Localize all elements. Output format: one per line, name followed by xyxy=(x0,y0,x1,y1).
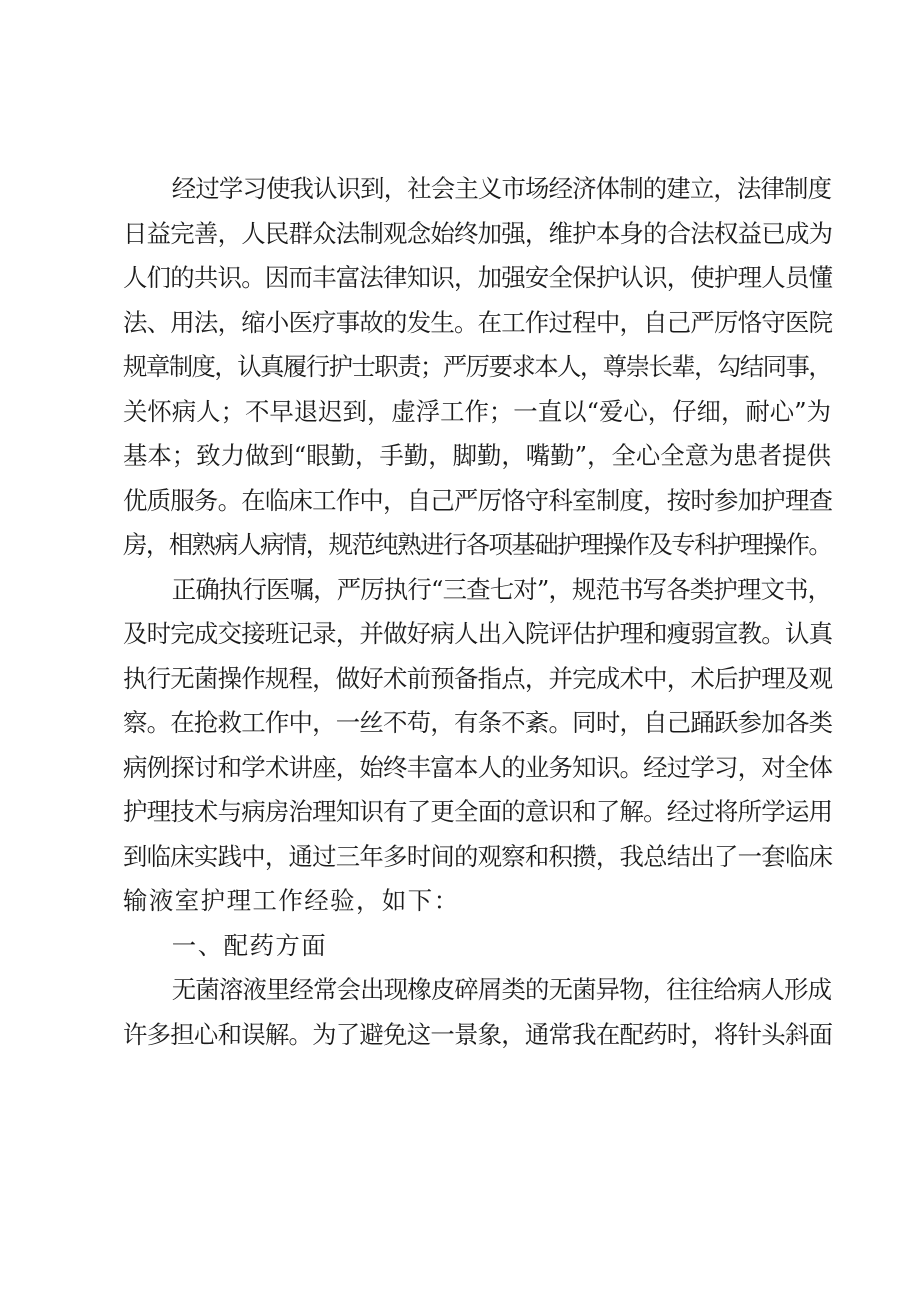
text-line: 日益完善，人民群众法制观念始终加强，维护本身的合法权益已成为 xyxy=(123,218,833,248)
text-line: 护理技术与病房治理知识有了更全面的意识和了解。经过将所学运用 xyxy=(123,797,833,826)
text-line: 经过学习使我认识到，社会主义市场经济体制的建立，法律制度 xyxy=(171,174,831,203)
paragraph-2 xyxy=(123,568,831,924)
text-line: 基本；致力做到“眼勤，手勤，脚勤，嘴勤”，全心全意为患者提供 xyxy=(123,441,831,470)
text-line: 房，相熟病人病情，规范纯熟进行各项基础护理操作及专科护理操作。 xyxy=(123,530,831,559)
document-body xyxy=(123,167,831,1057)
text-line: 正确执行医嘱，严厉执行“三查七对”，规范书写各类护理文书， xyxy=(171,574,831,604)
text-line: 人们的共识。因而丰富法律知识，加强安全保护认识，使护理人员懂 xyxy=(123,263,833,292)
text-line: 病例探讨和学术讲座，始终丰富本人的业务知识。经过学习，对全体 xyxy=(123,752,833,782)
text-line: 许多担心和误解。为了避免这一景象，通常我在配药时，将针头斜面 xyxy=(123,1019,833,1049)
text-line: 到临床实践中，通过三年多时间的观察和积攒，我总结出了一套临床 xyxy=(123,841,833,871)
section-heading-text: 一、配药方面 xyxy=(171,930,328,960)
paragraph-3 xyxy=(123,968,831,1057)
text-line: 优质服务。在临床工作中，自己严厉恪守科室制度，按时参加护理查 xyxy=(123,485,833,515)
text-line: 执行无菌操作规程，做好术前预备指点，并完成术中，术后护理及观 xyxy=(123,663,833,693)
text-line: 关怀病人；不早退迟到，虚浮工作；一直以“爱心，仔细，耐心”为 xyxy=(123,396,831,426)
text-line: 输液室护理工作经验，如下： xyxy=(123,886,460,915)
text-line: 无菌溶液里经常会出现橡皮碎屑类的无菌异物，往往给病人形成 xyxy=(171,975,831,1004)
text-line: 规章制度，认真履行护士职责；严厉要求本人，尊崇长辈，勾结同事， xyxy=(123,352,831,381)
section-heading xyxy=(123,924,831,969)
text-line: 及时完成交接班记录，并做好病人出入院评估护理和瘦弱宣教。认真 xyxy=(123,619,833,648)
paragraph-1 xyxy=(123,167,831,568)
text-line: 法、用法，缩小医疗事故的发生。在工作过程中，自己严厉恪守医院 xyxy=(123,307,833,337)
text-line: 察。在抢救工作中，一丝不苟，有条不紊。同时，自己踊跃参加各类 xyxy=(123,708,833,737)
